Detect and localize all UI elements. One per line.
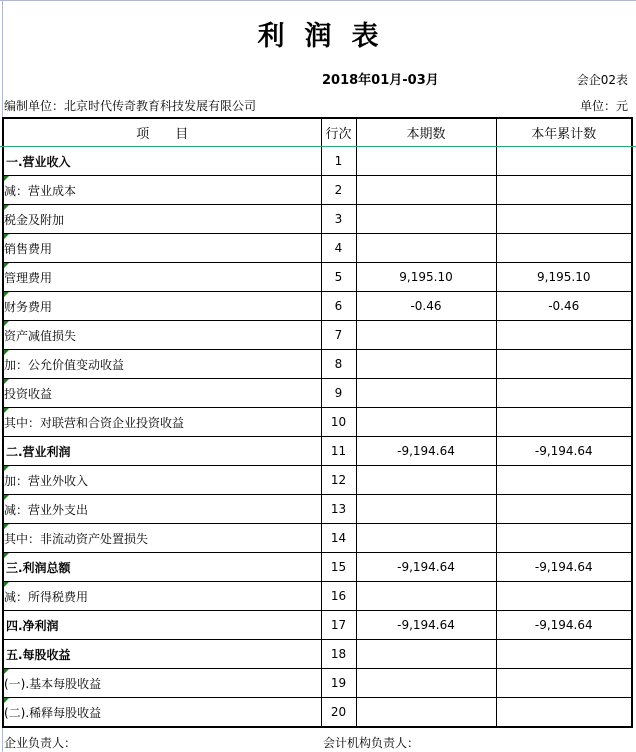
cell-line-no-text: 13 <box>330 502 347 516</box>
cell-current[interactable] <box>356 408 496 437</box>
table-row <box>3 379 632 408</box>
cell-line-no[interactable] <box>321 379 356 408</box>
cell-line-no-text: 8 <box>334 357 343 371</box>
table-row <box>3 205 632 234</box>
cell-item[interactable] <box>3 669 321 698</box>
table-row <box>3 176 632 205</box>
cell-line-no[interactable] <box>321 553 356 582</box>
cell-item[interactable] <box>3 147 321 176</box>
cell-item-text: 五.每股收益 <box>6 647 71 662</box>
cell-current[interactable] <box>356 234 496 263</box>
cell-line-no[interactable] <box>321 524 356 553</box>
cell-line-no-text: 1 <box>334 154 343 168</box>
cell-line-no-text: 14 <box>330 531 347 545</box>
comment-indicator-icon <box>4 553 9 558</box>
cell-current[interactable] <box>356 263 496 292</box>
cell-item[interactable] <box>3 263 321 292</box>
cell-item-text: 加：营业外收入 <box>4 473 89 488</box>
cell-ytd[interactable] <box>496 698 632 728</box>
header-ytd[interactable]: 本年累计数 <box>496 118 632 147</box>
cell-item[interactable] <box>3 292 321 321</box>
cell-item-text: (二).稀释每股收益 <box>4 705 102 720</box>
cell-current[interactable] <box>356 553 496 582</box>
cell-line-no[interactable] <box>321 698 356 728</box>
comment-indicator-icon <box>4 466 9 471</box>
cell-ytd-text: -9,194.64 <box>534 444 593 458</box>
comment-indicator-icon <box>4 321 9 326</box>
cell-ytd[interactable] <box>496 205 632 234</box>
cell-current[interactable] <box>356 292 496 321</box>
cell-current-text: -9,194.64 <box>397 444 455 458</box>
table-row <box>3 669 632 698</box>
cell-line-no-text: 19 <box>330 676 347 690</box>
cell-line-no[interactable] <box>321 495 356 524</box>
comment-indicator-icon <box>4 234 9 239</box>
cell-current[interactable] <box>356 321 496 350</box>
cell-item-text: 投资收益 <box>4 386 53 401</box>
table-row <box>3 582 632 611</box>
cell-current[interactable] <box>356 495 496 524</box>
comment-indicator-icon <box>4 408 9 413</box>
comment-indicator-icon <box>4 698 9 703</box>
cell-line-no[interactable] <box>321 321 356 350</box>
cell-item-text: 三.利润总额 <box>6 560 71 575</box>
cell-line-no[interactable] <box>321 147 356 176</box>
cell-ytd[interactable] <box>496 263 632 292</box>
cell-item-text: 四.净利润 <box>6 618 59 633</box>
cell-item-text: 一.营业收入 <box>6 154 71 169</box>
cell-line-no[interactable] <box>321 640 356 669</box>
cell-ytd[interactable] <box>496 147 632 176</box>
cell-current-text: 9,195.10 <box>399 270 453 284</box>
cell-current[interactable] <box>356 698 496 728</box>
cell-item-text: 二.营业利润 <box>6 444 71 459</box>
header-line-no[interactable]: 行次 <box>321 118 356 147</box>
comment-indicator-icon <box>4 292 9 297</box>
cell-current[interactable] <box>356 379 496 408</box>
cell-current-text: -9,194.64 <box>397 618 455 632</box>
cell-current[interactable] <box>356 176 496 205</box>
cell-item-text: 减：营业外支出 <box>4 502 89 517</box>
table-row <box>3 234 632 263</box>
table-row <box>3 321 632 350</box>
cell-line-no-text: 20 <box>330 705 347 719</box>
comment-indicator-icon <box>4 205 9 210</box>
cell-line-no[interactable] <box>321 466 356 495</box>
cell-item-text: 减：所得税费用 <box>4 589 89 604</box>
cell-line-no-text: 17 <box>330 618 347 632</box>
table-row <box>3 263 632 292</box>
cell-ytd-text: -9,194.64 <box>534 618 593 632</box>
cell-item-text: 销售费用 <box>4 241 53 256</box>
cell-item[interactable] <box>3 698 321 728</box>
cell-ytd[interactable] <box>496 669 632 698</box>
header-item[interactable]: 项 目 <box>3 118 321 147</box>
cell-line-no[interactable] <box>321 205 356 234</box>
cell-current[interactable] <box>356 147 496 176</box>
cell-line-no-text: 2 <box>334 183 343 197</box>
cell-current[interactable] <box>356 640 496 669</box>
table-row <box>3 698 632 728</box>
cell-current-text: -9,194.64 <box>397 560 455 574</box>
selection-border <box>0 146 636 147</box>
cell-ytd[interactable] <box>496 437 632 466</box>
cell-ytd[interactable] <box>496 292 632 321</box>
header-row <box>3 118 632 147</box>
comment-indicator-icon <box>4 524 9 529</box>
cell-ytd[interactable] <box>496 176 632 205</box>
cell-line-no[interactable] <box>321 582 356 611</box>
cell-item[interactable] <box>3 466 321 495</box>
table-row <box>3 640 632 669</box>
enterprise-head-label: 企业负责人： <box>4 736 77 750</box>
unit-label: 单位：元 <box>579 99 628 113</box>
cell-item[interactable] <box>3 408 321 437</box>
cell-ytd[interactable] <box>496 553 632 582</box>
cell-item-text: 其中：非流动资产处置损失 <box>4 531 149 546</box>
cell-ytd[interactable] <box>496 611 632 640</box>
table-row <box>3 495 632 524</box>
cell-current[interactable] <box>356 669 496 698</box>
cell-line-no[interactable] <box>321 408 356 437</box>
comment-indicator-icon <box>4 263 9 268</box>
cell-line-no-text: 10 <box>330 415 347 429</box>
cell-ytd[interactable] <box>496 379 632 408</box>
cell-ytd[interactable] <box>496 408 632 437</box>
cell-ytd[interactable] <box>496 234 632 263</box>
cell-line-no-text: 3 <box>334 212 343 226</box>
cell-ytd[interactable] <box>496 350 632 379</box>
table-row <box>3 437 632 466</box>
comment-indicator-icon <box>4 669 9 674</box>
cell-item-text: (一).基本每股收益 <box>4 676 102 691</box>
cell-current[interactable] <box>356 524 496 553</box>
cell-item-text: 其中：对联营和合资企业投资收益 <box>4 415 185 430</box>
cell-item[interactable] <box>3 611 321 640</box>
cell-line-no[interactable] <box>321 176 356 205</box>
cell-line-no-text: 12 <box>330 473 347 487</box>
sheet-gridline-top <box>0 0 636 1</box>
cell-item[interactable] <box>3 582 321 611</box>
cell-line-no[interactable] <box>321 350 356 379</box>
report-period: 2018年01月-03月 <box>322 73 439 88</box>
cell-item-text: 税金及附加 <box>4 212 65 227</box>
table-row <box>3 408 632 437</box>
cell-line-no[interactable] <box>321 669 356 698</box>
cell-ytd[interactable] <box>496 640 632 669</box>
cell-item-text: 管理费用 <box>4 270 53 285</box>
report-title: 利润表 <box>257 21 399 52</box>
cell-item[interactable] <box>3 437 321 466</box>
form-code: 会企02表 <box>576 73 628 87</box>
cell-ytd[interactable] <box>496 321 632 350</box>
cell-current[interactable] <box>356 582 496 611</box>
cell-item[interactable] <box>3 379 321 408</box>
comment-indicator-icon <box>4 350 9 355</box>
table-row <box>3 553 632 582</box>
cell-line-no-text: 11 <box>330 444 347 458</box>
cell-item-text: 财务费用 <box>4 299 53 314</box>
cell-item[interactable] <box>3 176 321 205</box>
cell-item[interactable] <box>3 205 321 234</box>
cell-item[interactable] <box>3 553 321 582</box>
cell-ytd-text: -9,194.64 <box>534 560 593 574</box>
cell-line-no-text: 9 <box>334 386 343 400</box>
cell-line-no[interactable] <box>321 263 356 292</box>
comment-indicator-icon <box>4 495 9 500</box>
table-row <box>3 466 632 495</box>
cell-ytd-text: -0.46 <box>548 299 580 313</box>
table-row <box>3 292 632 321</box>
cell-current[interactable] <box>356 466 496 495</box>
cell-line-no[interactable] <box>321 437 356 466</box>
cell-item[interactable] <box>3 495 321 524</box>
cell-item-text: 减：营业成本 <box>4 183 77 198</box>
cell-line-no-text: 16 <box>330 589 347 603</box>
cell-current[interactable] <box>356 205 496 234</box>
cell-current-text: -0.46 <box>410 299 442 313</box>
cell-line-no[interactable] <box>321 611 356 640</box>
cell-line-no[interactable] <box>321 292 356 321</box>
cell-ytd[interactable] <box>496 466 632 495</box>
cell-item[interactable] <box>3 640 321 669</box>
cell-line-no-text: 5 <box>334 270 343 284</box>
cell-current[interactable] <box>356 350 496 379</box>
comment-indicator-icon <box>4 379 9 384</box>
income-statement-table <box>2 117 633 728</box>
cell-ytd[interactable] <box>496 524 632 553</box>
header-current[interactable]: 本期数 <box>356 118 496 147</box>
cell-ytd-text: 9,195.10 <box>537 270 591 284</box>
cell-item[interactable] <box>3 234 321 263</box>
comment-indicator-icon <box>4 582 9 587</box>
cell-line-no-text: 7 <box>334 328 343 342</box>
cell-ytd[interactable] <box>496 582 632 611</box>
cell-line-no-text: 15 <box>330 560 347 574</box>
cell-item-text: 加：公允价值变动收益 <box>4 357 125 372</box>
accounting-head-label: 会计机构负责人： <box>323 736 420 750</box>
table-row <box>3 611 632 640</box>
cell-item[interactable] <box>3 321 321 350</box>
cell-item-text: 资产减值损失 <box>4 328 77 343</box>
cell-current[interactable] <box>356 437 496 466</box>
comment-indicator-icon <box>4 176 9 181</box>
cell-line-no-text: 18 <box>330 647 347 661</box>
cell-current[interactable] <box>356 611 496 640</box>
cell-ytd[interactable] <box>496 495 632 524</box>
cell-item[interactable] <box>3 524 321 553</box>
company-label: 编制单位：北京时代传奇教育科技发展有限公司 <box>4 99 257 113</box>
table-row <box>3 524 632 553</box>
cell-line-no-text: 6 <box>334 299 343 313</box>
table-row <box>3 350 632 379</box>
cell-item[interactable] <box>3 350 321 379</box>
cell-line-no[interactable] <box>321 234 356 263</box>
table-row <box>3 147 632 176</box>
cell-line-no-text: 4 <box>334 241 343 255</box>
